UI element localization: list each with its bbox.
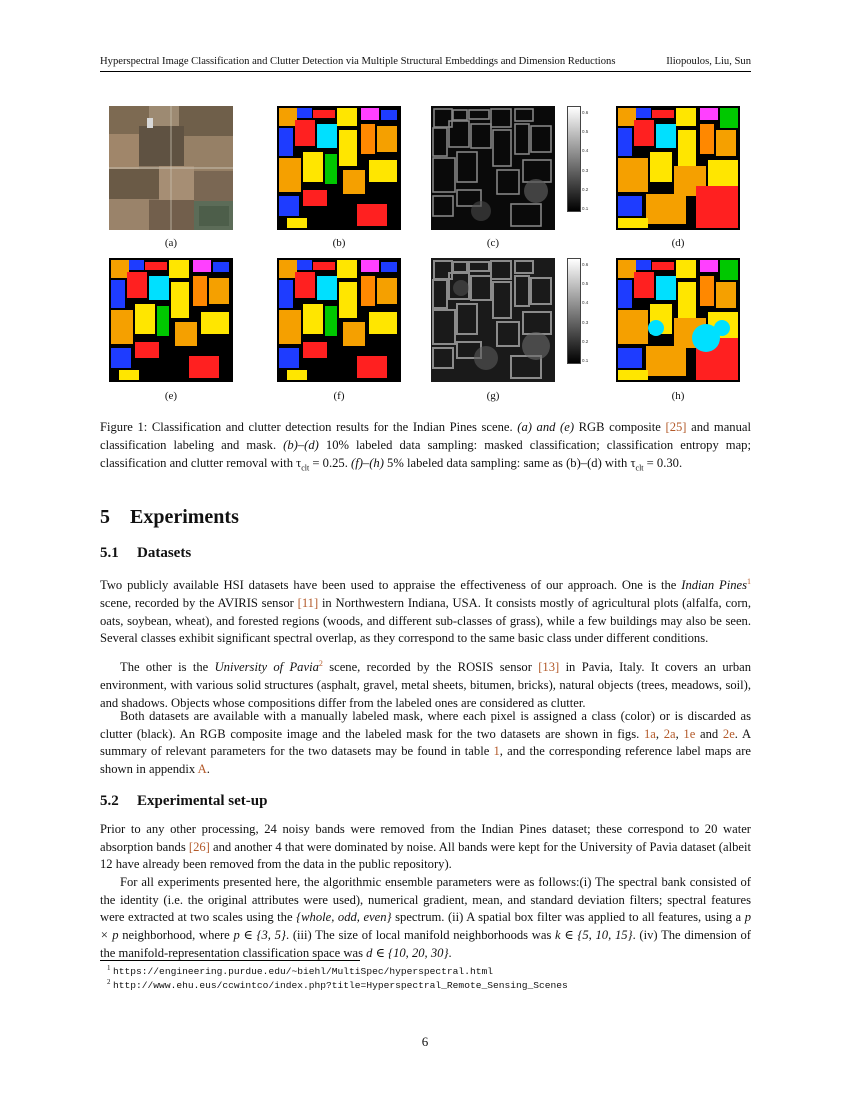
appendix-ref-link[interactable]: A bbox=[197, 762, 207, 777]
panel-d-clutter-removal bbox=[616, 106, 740, 230]
citation-link[interactable]: [25] bbox=[665, 420, 687, 434]
sublabel-h: (h) bbox=[671, 390, 685, 402]
header-rule bbox=[100, 71, 751, 72]
figure-ref-link[interactable]: 2a bbox=[663, 726, 676, 741]
paragraph-parameters: For all experiments presented here, the algorithmic ensemble parameters were as follows:(i) The spectral bank consisted of the identity (i.e. the original attributes were used), numerical gradient, mean, and standard deviation filters; spectral features were extracted at two scales using the {whole, odd, even} spectrum. (ii) A spatial box filter was applied to all features, using a p × p neighborhood, where p ∈ {3, 5}. (iii) The size of local manifold neighborhoods was k ∈ {5, 10, 15}. (iv) The dimension of the manifold-representation classification space was d ∈ {10, 20, 30}. bbox=[100, 875, 751, 960]
paragraph-indian-pines: Two publicly available HSI datasets have been used to appraise the effectiveness of our approach. One is the Indian Pines$^1$ scene, recorded by the AVIRIS sensor [11] in Northwestern Indiana, USA. It consists mostly of agricultural plots (alfalfa, corn, oats, soybean, wheat), and forested regions (woods, and different sub-classes of grass), while a few buildings may also be seen. Several classes exhibit significant spectral overlap, as they correspond to the same basic class under different conditions. bbox=[100, 577, 751, 646]
footnote-1[interactable]: 1 https://engineering.purdue.edu/~biehl/MultiSpec/hyperspectral.html bbox=[107, 964, 493, 977]
footnote-mark[interactable]: 2 bbox=[318, 659, 323, 668]
citation-link[interactable]: [26] bbox=[188, 839, 210, 854]
footnote-rule bbox=[100, 960, 360, 961]
panel-h-clutter-removal-5pct bbox=[616, 258, 740, 382]
colorbar-c-ticks: 0.6 0.5 0.4 0.3 0.2 0.1 bbox=[582, 110, 589, 211]
panel-e-manual-labeling bbox=[109, 258, 233, 382]
subsection-heading-datasets: 5.1 Datasets bbox=[100, 545, 192, 561]
figure-ref-link[interactable]: 2e bbox=[722, 726, 735, 741]
panel-b-masked-classification bbox=[277, 106, 401, 230]
footnote-url[interactable]: https://engineering.purdue.edu/~biehl/MultiSpec/hyperspectral.html bbox=[113, 966, 493, 977]
colorbar-g-ticks: 0.6 0.5 0.4 0.3 0.2 0.1 bbox=[582, 262, 589, 363]
sublabel-d: (d) bbox=[671, 237, 685, 249]
footnote-url[interactable]: http://www.ehu.eus/ccwintco/index.php?title=Hyperspectral_Remote_Sensing_Scenes bbox=[113, 980, 568, 991]
header-title: Hyperspectral Image Classification and Clutter Detection via Multiple Structural Embeddings and Dimension Reductions bbox=[100, 56, 616, 67]
colorbar-c bbox=[567, 106, 581, 212]
sublabel-a: (a) bbox=[164, 237, 178, 249]
sublabel-g: (g) bbox=[486, 390, 500, 402]
figure-ref-link[interactable]: 1e bbox=[683, 726, 696, 741]
panel-f-masked-classification-5pct bbox=[277, 258, 401, 382]
section-heading: 5 Experiments bbox=[100, 506, 239, 528]
panel-c-entropy-map bbox=[431, 106, 555, 230]
citation-link[interactable]: [11] bbox=[297, 595, 319, 610]
page-number: 6 bbox=[421, 1034, 429, 1049]
sublabel-e: (e) bbox=[164, 390, 178, 402]
footnote-mark[interactable]: 1 bbox=[747, 577, 751, 586]
figure-caption: Figure 1: Classification and clutter detection results for the Indian Pines scene. (a) and (e) RGB composite [25] and manual classification labeling and mask. (b)–(d) 10% labeled data sampling: masked classification; classification entropy map; classification and clutter removal with $\tau_{clt} = 0.25$. (f)–(h) 5% labeled data sampling: same as (b)–(d) with $\tau_{clt} = 0.30$. bbox=[100, 420, 751, 473]
paragraph-pavia: The other is the University of Pavia$^2$ scene, recorded by the ROSIS sensor [13] in Pavia, Italy. It covers an urban environment, with various solid structures (asphalt, gravel, metal sheets, bitumen, bricks), natural objects (trees, meadows, soil), and shadows. Objects whose compositions differ from the labeled ones are considered as clutter. bbox=[100, 659, 751, 710]
subsection-heading-setup: 5.2 Experimental set-up bbox=[100, 793, 268, 809]
colorbar-g bbox=[567, 258, 581, 364]
sublabel-b: (b) bbox=[332, 237, 346, 249]
running-header bbox=[100, 56, 751, 67]
sublabel-f: (f) bbox=[333, 390, 345, 402]
paragraph-masks: Both datasets are available with a manually labeled mask, where each pixel is assigned a class (color) or is discarded as clutter (black). An RGB composite image and the labeled mask for the two datasets are shown in figs. 1a, 2a, 1e and 2e. A summary of relevant parameters for the two datasets may be found in table 1, and the corresponding reference label maps are shown in appendix A. bbox=[100, 709, 752, 777]
panel-a-rgb-composite bbox=[109, 106, 233, 230]
table-ref-link[interactable]: 1 bbox=[493, 744, 500, 759]
figure-ref-link[interactable]: 1a bbox=[643, 726, 656, 741]
panel-g-entropy-map-5pct bbox=[431, 258, 555, 382]
footnote-2[interactable]: 2 http://www.ehu.eus/ccwintco/index.php?title=Hyperspectral_Remote_Sensing_Scenes bbox=[107, 978, 568, 991]
sublabel-c: (c) bbox=[486, 237, 500, 249]
citation-link[interactable]: [13] bbox=[538, 660, 560, 675]
paragraph-bands: Prior to any other processing, 24 noisy bands were removed from the Indian Pines dataset; these correspond to 20 water absorption bands [26] and another 4 that were dominated by noise. All bands were kept for the University of Pavia dataset (albeit 12 have already been removed from the data in the public repository). bbox=[100, 822, 751, 872]
header-authors: Iliopoulos, Liu, Sun bbox=[666, 56, 751, 67]
